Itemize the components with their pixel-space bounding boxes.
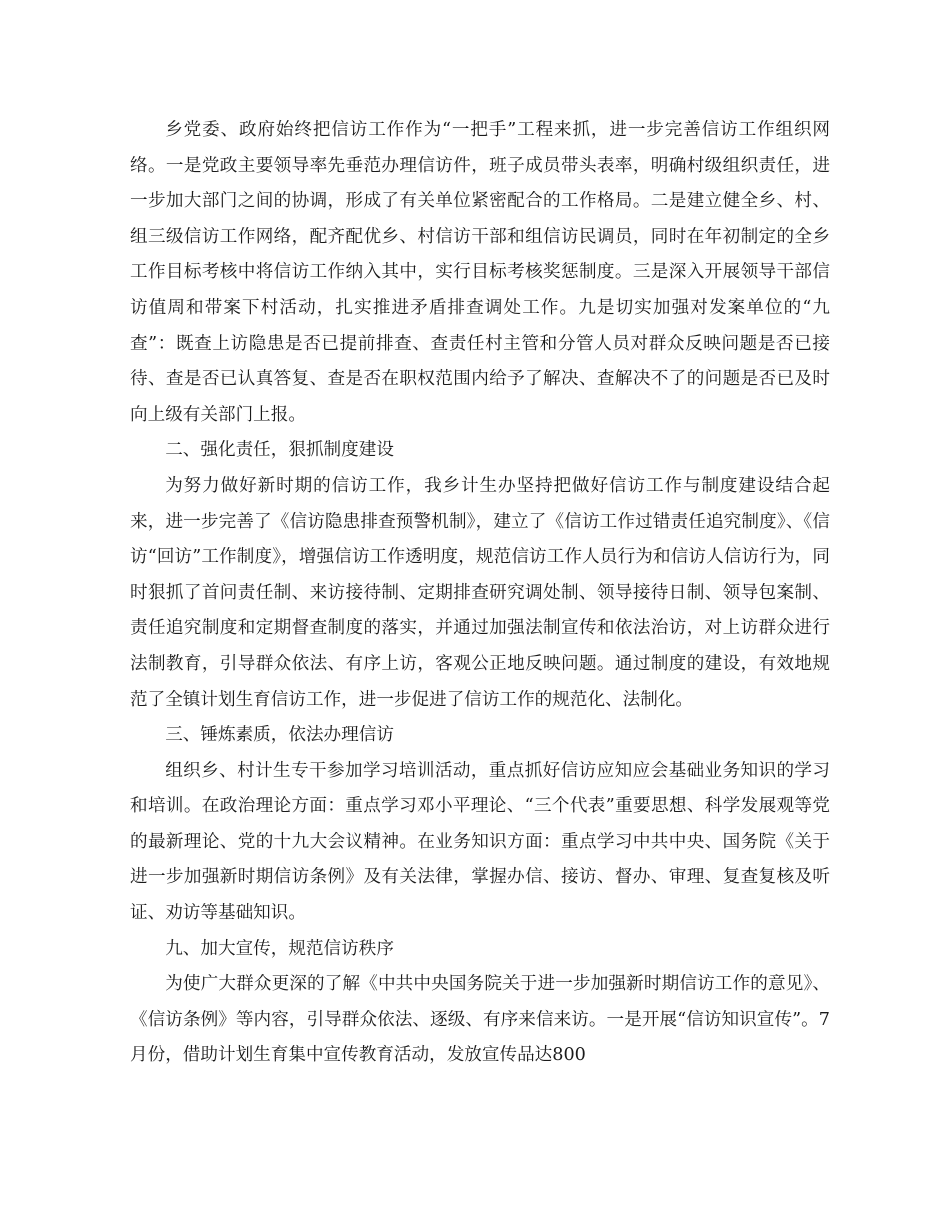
- document-body: [130, 113, 830, 1074]
- section-heading-quality: 三、锤炼素质，依法办理信访: [165, 725, 394, 746]
- paragraph-publicity: 为使广大群众更深的了解《中共中央国务院关于进一步加强新时期信访工作的意见》、《信访条例》等内容，引导群众依法、逐级、有序来信来访。一是开展“信访知识宣传”。7月份，借助计划生育集中宣传教育活动，发放宣传品达800: [130, 974, 830, 1066]
- paragraph-network: 乡党委、政府始终把信访工作作为“一把手”工程来抓，进一步完善信访工作组织网络。一是党政主要领导率先垂范办理信访件，班子成员带头表率，明确村级组织责任，进一步加大部门之间的协调，形成了有关单位紧密配合的工作格局。二是建立健全乡、村、组三级信访工作网络，配齐配优乡、村信访干部和组信访民调员，同时在年初制定的全乡工作目标考核中将信访工作纳入其中，实行目标考核奖惩制度。三是深入开展领导干部信访值周和带案下村活动，扎实推进矛盾排查调处工作。九是切实加强对发案单位的“九查”：既查上访隐患是否已提前排查、查责任村主管和分管人员对群众反映问题是否已接待、查是否已认真答复、查是否在职权范围内给予了解决、查解决不了的问题是否已及时向上级有关部门上报。: [130, 120, 830, 425]
- paragraph-system-building: 为努力做好新时期的信访工作，我乡计生办坚持把做好信访工作与制度建设结合起来，进一步完善了《信访隐患排查预警机制》，建立了《信访工作过错责任追究制度》、《信访“回访”工作制度》，增强信访工作透明度，规范信访工作人员行为和信访人信访行为，同时狠抓了首问责任制、来访接待制、定期排查研究调处制、领导接待日制、领导包案制、责任追究制度和定期督查制度的落实，并通过加强法制宣传和依法治访，对上访群众进行法制教育，引导群众依法、有序上访，客观公正地反映问题。通过制度的建设，有效地规范了全镇计划生育信访工作，进一步促进了信访工作的规范化、法制化。: [130, 475, 830, 710]
- paragraph-training: 组织乡、村计生专干参加学习培训活动，重点抓好信访应知应会基础业务知识的学习和培训。在政治理论方面：重点学习邓小平理论、“三个代表”重要思想、科学发展观等党的最新理论、党的十九大会议精神。在业务知识方面：重点学习中共中央、国务院《关于进一步加强新时期信访条例》及有关法律，掌握办信、接访、督办、审理、复查复核及听证、劝访等基础知识。: [130, 760, 830, 924]
- section-heading-publicity: 九、加大宣传，规范信访秩序: [165, 938, 394, 959]
- section-heading-responsibility: 二、强化责任，狠抓制度建设: [165, 440, 394, 461]
